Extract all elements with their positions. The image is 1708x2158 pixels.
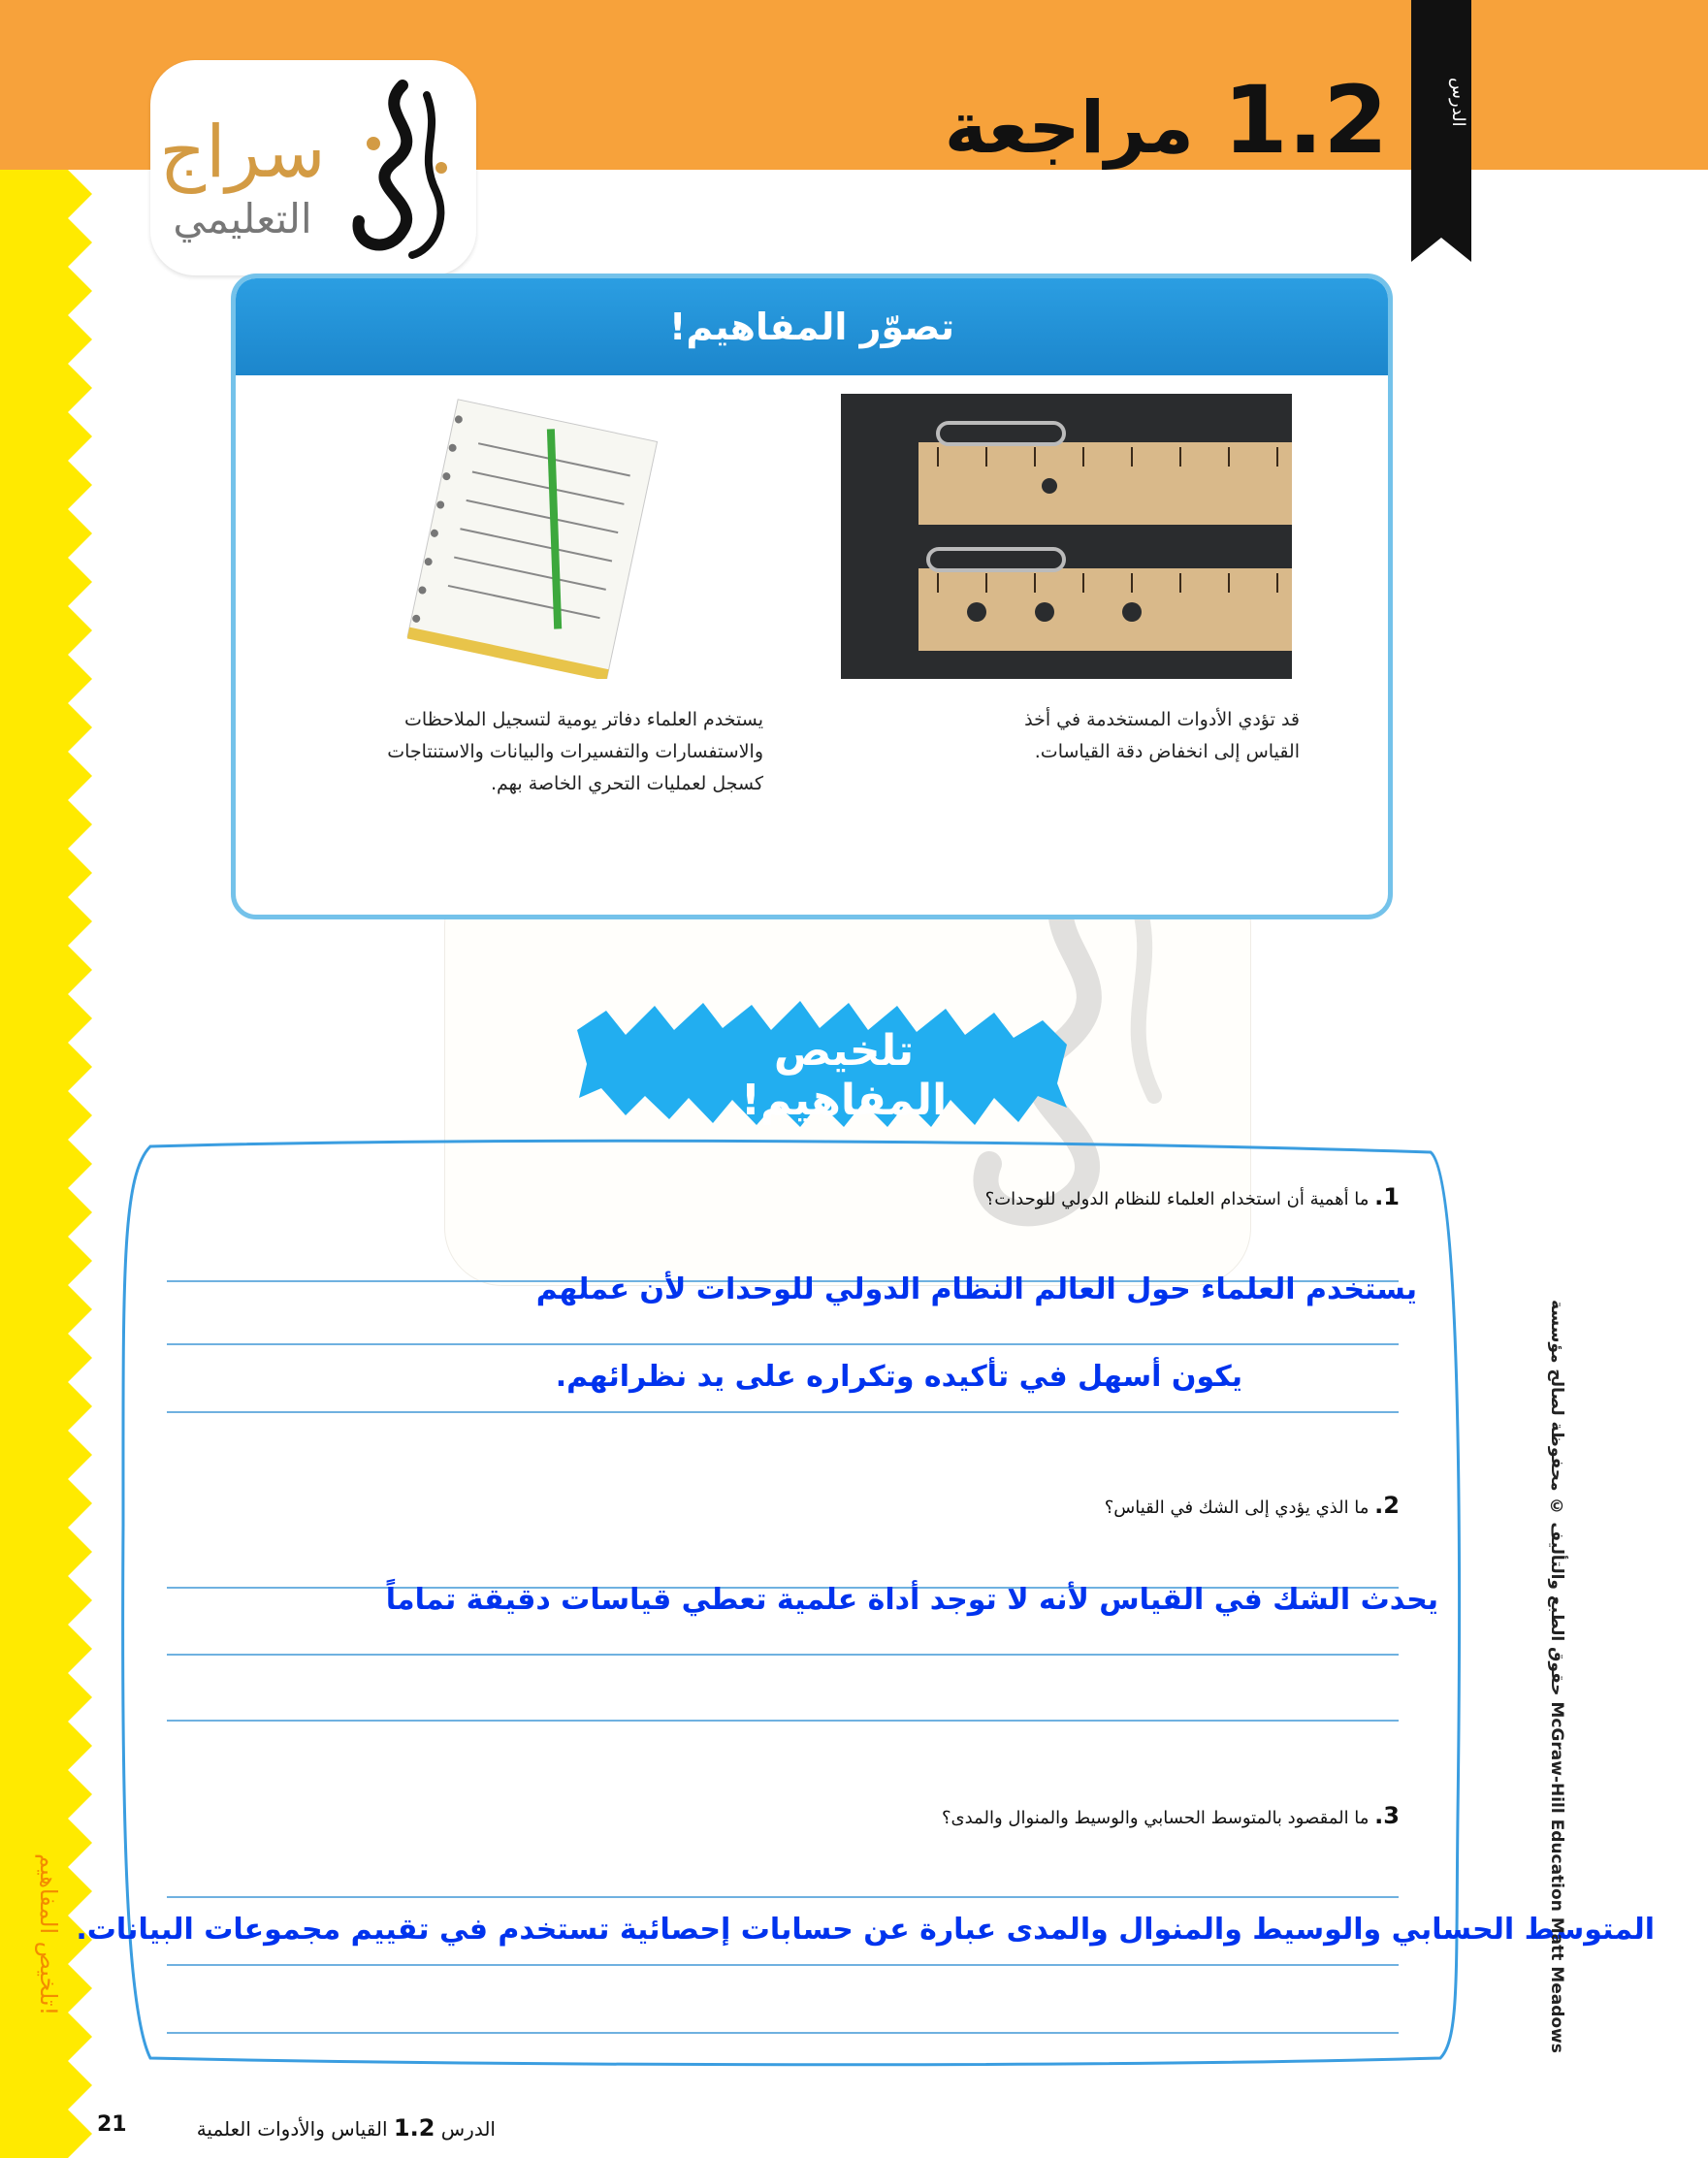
answer-rule-line	[167, 1343, 1399, 1345]
logo-subtitle: التعليمي	[173, 195, 312, 242]
question-2	[1105, 1492, 1400, 1519]
calligraphy-logo-icon	[335, 76, 470, 270]
side-section-label: تلخيص المفاهيم!	[35, 1853, 62, 2016]
answer-rule-line	[167, 1654, 1399, 1656]
answer-2: يحدث الشك في القياس لأنه لا توجد أداة علمية تعطي قياسات دقيقة تماماً	[385, 1583, 1438, 1617]
answer-rule-line	[167, 2032, 1399, 2034]
caption-notebook: يستخدم العلماء دفاتر يومية لتسجيل الملاحظات والاستفسارات والتفسيرات والبيانات والاستنتاجات كسجل لعمليات التحري الخاصة بهم.	[387, 709, 763, 794]
question-number: 1.	[1374, 1183, 1400, 1210]
question-1	[985, 1183, 1400, 1210]
lesson-number: 1.2	[1222, 66, 1388, 175]
footer-lesson-prefix: الدرس	[440, 2117, 496, 2141]
visualize-header: تصوّر المفاهيم!	[236, 278, 1388, 375]
question-text: ما المقصود بالمتوسط الحسابي والوسيط والمنوال والمدى؟	[941, 1808, 1370, 1828]
question-3	[942, 1802, 1400, 1829]
logo-name: سراج	[159, 111, 326, 194]
footer-lesson-title	[197, 2114, 496, 2142]
notebook-image	[383, 388, 674, 679]
answer-1-line-1: يستخدم العلماء حول العالم النظام الدولي للوحدات لأن عملهم	[535, 1272, 1417, 1306]
copyright-vertical-text: حقوق الطبع والتأليف © محفوظة لصالح مؤسسة McGraw-Hill Education Matt Meadows	[1547, 1300, 1566, 2053]
question-text: ما أهمية أن استخدام العلماء للنظام الدولي للوحدات؟	[984, 1189, 1370, 1209]
page-number: 21	[97, 2112, 127, 2137]
rulers-photo	[841, 394, 1292, 679]
question-text: ما الذي يؤدي إلى الشك في القياس؟	[1104, 1498, 1370, 1518]
lesson-tab-label: الدرس	[1448, 77, 1468, 127]
caption-rulers: قد تؤدي الأدوات المستخدمة في أخذ القياس إلى انخفاض دقة القياسات.	[1024, 709, 1300, 762]
page-title	[944, 66, 1388, 175]
answer-3: المتوسط الحسابي والوسيط والمنوال والمدى عبارة عن حسابات إحصائية تستخدم في تقييم مجموعات البيانات.	[76, 1913, 1655, 1947]
footer-lesson-number: 1.2	[393, 2114, 435, 2142]
summary-title: تلخيص المفاهيم!	[740, 1026, 948, 1125]
answer-rule-line	[167, 1896, 1399, 1898]
footer-lesson-name: القياس والأدوات العلمية	[196, 2117, 388, 2141]
answer-1-line-2: يكون أسهل في تأكيده وتكراره على يد نظرائهم.	[555, 1360, 1242, 1394]
answer-rule-line	[167, 1964, 1399, 1966]
question-number: 2.	[1374, 1492, 1400, 1519]
answer-rule-line	[167, 1411, 1399, 1413]
question-number: 3.	[1374, 1802, 1400, 1829]
lesson-word: مراجعة	[944, 86, 1194, 170]
answer-rule-line	[167, 1720, 1399, 1722]
